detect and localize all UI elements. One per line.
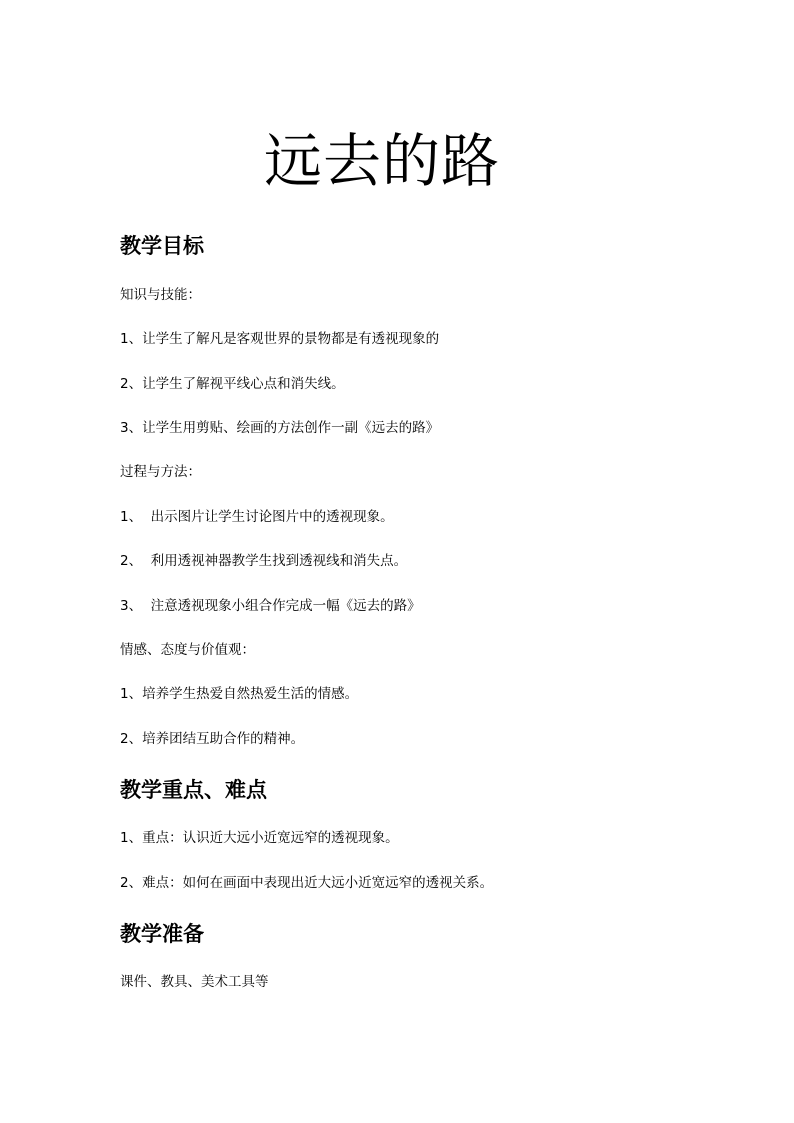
knowledge-skills-label: 知识与技能： (120, 287, 201, 303)
key-point-item-2: 2、难点：如何在画面中表现出近大远小近宽远窄的透视关系。 (120, 875, 494, 891)
process-item-1: 1、 出示图片让学生讨论图片中的透视现象。 (120, 509, 394, 525)
knowledge-item-1: 1、让学生了解凡是客观世界的景物都是有透视现象的 (120, 331, 440, 347)
process-item-2: 2、 利用透视神器教学生找到透视线和消失点。 (120, 553, 408, 569)
document-title: 远去的路 (263, 127, 500, 195)
preparation-text: 课件、教具、美术工具等 (120, 974, 269, 990)
section-heading-objectives: 教学目标 (120, 233, 204, 258)
key-point-item-1: 1、重点：认识近大远小近宽远窄的透视现象。 (120, 830, 399, 846)
section-heading-preparation: 教学准备 (120, 921, 204, 946)
knowledge-item-3: 3、让学生用剪贴、绘画的方法创作一副《远去的路》 (120, 420, 440, 436)
process-item-3: 3、 注意透视现象小组合作完成一幅《远去的路》 (120, 598, 421, 614)
emotion-item-2: 2、培养团结互助合作的精神。 (120, 731, 305, 747)
emotion-item-1: 1、培养学生热爱自然热爱生活的情感。 (120, 686, 359, 702)
section-heading-key-points: 教学重点、难点 (120, 777, 267, 802)
emotion-attitude-label: 情感、态度与价值观： (120, 642, 255, 658)
knowledge-item-2: 2、让学生了解视平线心点和消失线。 (120, 376, 345, 392)
process-method-label: 过程与方法： (120, 464, 201, 480)
